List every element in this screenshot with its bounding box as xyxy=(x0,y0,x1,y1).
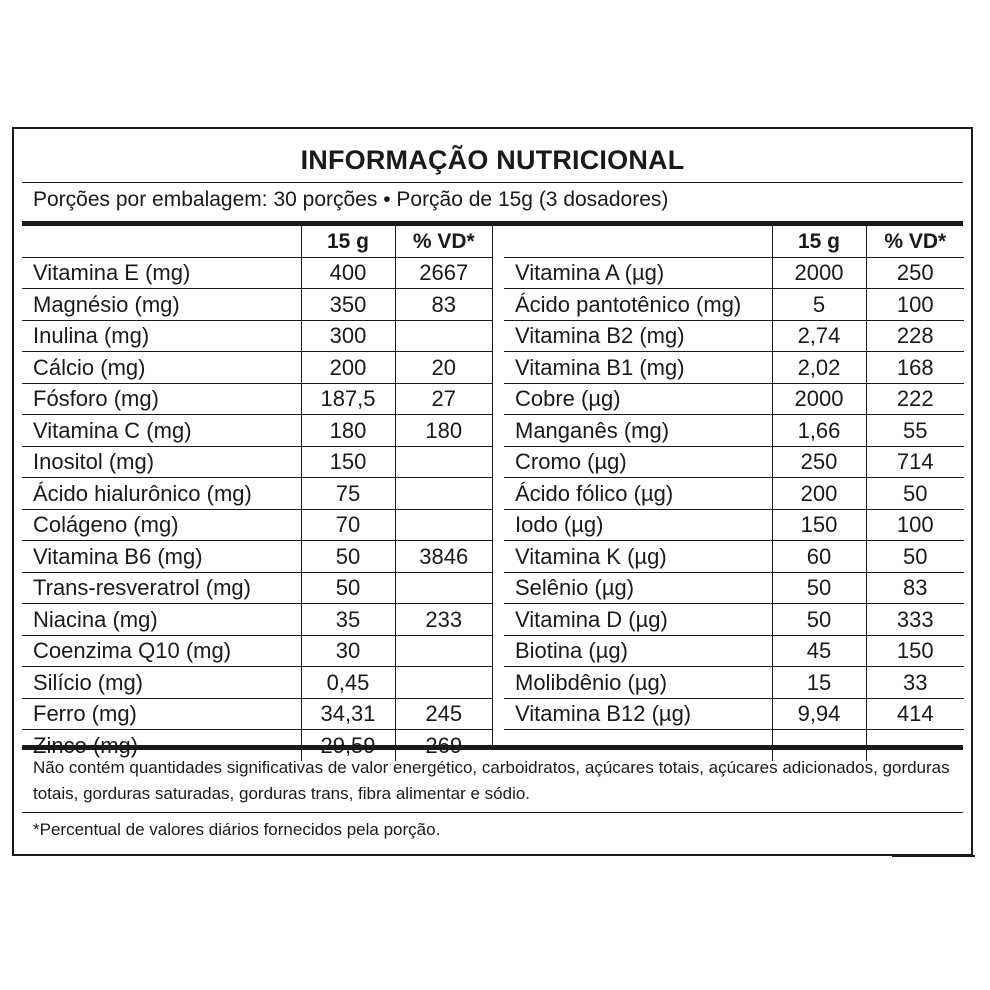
footnote-vd: *Percentual de valores diários fornecidos pela porção. xyxy=(33,820,441,839)
nutrient-vd: 333 xyxy=(866,604,964,636)
table-row xyxy=(22,667,492,699)
table-row xyxy=(22,320,492,352)
nutrient-name: Inulina (mg) xyxy=(22,320,301,352)
nutrient-name: Selênio (µg) xyxy=(504,572,772,604)
table-row xyxy=(22,541,492,573)
nutrient-amount: 5 xyxy=(772,289,866,321)
nutrient-name: Fósforo (mg) xyxy=(22,383,301,415)
nutrient-amount: 15 xyxy=(772,667,866,699)
table-row xyxy=(504,383,964,415)
table-row xyxy=(504,635,964,667)
nutrient-amount: 70 xyxy=(301,509,395,541)
table-row xyxy=(504,667,964,699)
table-row xyxy=(22,383,492,415)
table-row xyxy=(504,541,964,573)
table-row xyxy=(22,635,492,667)
nutrient-amount: 9,94 xyxy=(772,698,866,730)
table-row xyxy=(22,698,492,730)
nutrient-amount: 45 xyxy=(772,635,866,667)
table-row xyxy=(504,320,964,352)
nutrient-name: Vitamina B2 (mg) xyxy=(504,320,772,352)
nutrient-name: Cromo (µg) xyxy=(504,446,772,478)
nutrient-amount: 2000 xyxy=(772,257,866,289)
column-separator xyxy=(492,226,504,745)
nutrient-amount: 50 xyxy=(772,604,866,636)
nutrient-amount: 34,31 xyxy=(301,698,395,730)
nutrient-amount: 0,45 xyxy=(301,667,395,699)
header-vd: % VD* xyxy=(395,226,492,257)
nutrient-name: Molibdênio (µg) xyxy=(504,667,772,699)
table-row xyxy=(22,572,492,604)
nutrient-vd: 20 xyxy=(395,352,492,384)
nutrient-vd: 168 xyxy=(866,352,964,384)
header-vd: % VD* xyxy=(866,226,964,257)
nutrient-amount: 2,74 xyxy=(772,320,866,352)
nutrient-amount: 30 xyxy=(301,635,395,667)
nutrient-amount: 75 xyxy=(301,478,395,510)
nutrient-vd xyxy=(395,446,492,478)
nutrient-vd: 55 xyxy=(866,415,964,447)
nutrient-name: Magnésio (mg) xyxy=(22,289,301,321)
nutrient-name: Ferro (mg) xyxy=(22,698,301,730)
header-nutrient xyxy=(22,226,301,257)
nutrient-amount: 187,5 xyxy=(301,383,395,415)
table-row xyxy=(504,572,964,604)
table-header-row xyxy=(22,226,492,257)
nutrient-tables xyxy=(22,226,963,745)
nutrient-vd xyxy=(395,478,492,510)
nutrient-vd: 180 xyxy=(395,415,492,447)
nutrient-vd: 245 xyxy=(395,698,492,730)
nutrient-vd xyxy=(395,320,492,352)
nutrient-amount: 50 xyxy=(772,572,866,604)
nutrient-name: Ácido hialurônico (mg) xyxy=(22,478,301,510)
nutrient-name: Vitamina B6 (mg) xyxy=(22,541,301,573)
table-row xyxy=(22,257,492,289)
table-row xyxy=(22,478,492,510)
nutrient-vd: 2667 xyxy=(395,257,492,289)
thick-divider-bottom xyxy=(22,745,963,750)
table-row xyxy=(504,446,964,478)
nutrient-name: Trans-resveratrol (mg) xyxy=(22,572,301,604)
nutrient-amount: 2000 xyxy=(772,383,866,415)
table-row xyxy=(504,478,964,510)
nutrient-vd: 83 xyxy=(395,289,492,321)
nutrient-vd: 100 xyxy=(866,289,964,321)
nutrient-amount: 400 xyxy=(301,257,395,289)
nutrient-vd: 27 xyxy=(395,383,492,415)
nutrient-name: Vitamina E (mg) xyxy=(22,257,301,289)
nutrient-vd xyxy=(395,667,492,699)
nutrient-name: Vitamina B1 (mg) xyxy=(504,352,772,384)
table-header-row xyxy=(504,226,964,257)
nutrient-amount: 200 xyxy=(772,478,866,510)
nutrient-name: Vitamina C (mg) xyxy=(22,415,301,447)
nutrient-vd: 150 xyxy=(866,635,964,667)
table-row xyxy=(22,289,492,321)
nutrient-vd: 33 xyxy=(866,667,964,699)
nutrient-vd: 222 xyxy=(866,383,964,415)
table-row xyxy=(22,415,492,447)
table-row xyxy=(504,698,964,730)
nutrient-amount: 350 xyxy=(301,289,395,321)
nutrient-amount: 1,66 xyxy=(772,415,866,447)
table-row xyxy=(504,257,964,289)
nutrient-vd: 250 xyxy=(866,257,964,289)
table-row xyxy=(504,509,964,541)
nutrient-name: Iodo (µg) xyxy=(504,509,772,541)
nutrient-vd: 3846 xyxy=(395,541,492,573)
footnote-not-significant: Não contém quantidades significativas de valor energético, carboidratos, açúcares totais, açúcares adicionados, gorduras totais, gorduras saturadas, gorduras trans, fibra alimentar e sódio. xyxy=(33,758,950,803)
nutrient-vd: 414 xyxy=(866,698,964,730)
table-row xyxy=(504,415,964,447)
nutrient-amount: 2,02 xyxy=(772,352,866,384)
header-amount: 15 g xyxy=(772,226,866,257)
nutrient-name: Vitamina K (µg) xyxy=(504,541,772,573)
servings-info: Porções por embalagem: 30 porções • Porção de 15g (3 dosadores) xyxy=(33,188,669,211)
nutrient-vd xyxy=(395,509,492,541)
nutrient-vd xyxy=(395,572,492,604)
table-row xyxy=(504,352,964,384)
header-nutrient xyxy=(504,226,772,257)
header-amount: 15 g xyxy=(301,226,395,257)
nutrient-table-right xyxy=(504,226,964,761)
table-row xyxy=(22,446,492,478)
nutrient-name: Vitamina B12 (µg) xyxy=(504,698,772,730)
nutrient-name: Vitamina D (µg) xyxy=(504,604,772,636)
title-divider xyxy=(22,182,963,183)
nutrient-vd: 50 xyxy=(866,478,964,510)
nutrient-name: Ácido pantotênico (mg) xyxy=(504,289,772,321)
nutrient-amount: 300 xyxy=(301,320,395,352)
nutrient-name: Manganês (mg) xyxy=(504,415,772,447)
nutrient-name: Ácido fólico (µg) xyxy=(504,478,772,510)
nutrient-vd: 50 xyxy=(866,541,964,573)
nutrient-amount: 50 xyxy=(301,572,395,604)
nutrient-name: Niacina (mg) xyxy=(22,604,301,636)
edge-line xyxy=(892,855,975,857)
nutrient-vd xyxy=(395,635,492,667)
table-row xyxy=(22,509,492,541)
table-row xyxy=(504,604,964,636)
nutrition-facts-panel xyxy=(12,127,973,856)
table-row xyxy=(22,352,492,384)
label-title: INFORMAÇÃO NUTRICIONAL xyxy=(300,145,685,175)
nutrient-amount: 50 xyxy=(301,541,395,573)
nutrient-amount: 35 xyxy=(301,604,395,636)
nutrient-name: Silício (mg) xyxy=(22,667,301,699)
nutrient-amount: 250 xyxy=(772,446,866,478)
nutrient-vd: 228 xyxy=(866,320,964,352)
nutrient-amount: 150 xyxy=(772,509,866,541)
nutrient-name: Inositol (mg) xyxy=(22,446,301,478)
nutrient-amount: 180 xyxy=(301,415,395,447)
nutrient-name: Vitamina A (µg) xyxy=(504,257,772,289)
nutrient-vd: 233 xyxy=(395,604,492,636)
nutrient-name: Biotina (µg) xyxy=(504,635,772,667)
nutrient-name: Coenzima Q10 (mg) xyxy=(22,635,301,667)
nutrient-amount: 60 xyxy=(772,541,866,573)
nutrient-amount: 200 xyxy=(301,352,395,384)
nutrient-name: Colágeno (mg) xyxy=(22,509,301,541)
table-row xyxy=(504,289,964,321)
nutrient-vd: 714 xyxy=(866,446,964,478)
table-row xyxy=(22,604,492,636)
nutrient-vd: 100 xyxy=(866,509,964,541)
footnote-divider xyxy=(22,812,963,813)
nutrient-table-left xyxy=(22,226,492,761)
nutrient-amount: 150 xyxy=(301,446,395,478)
nutrient-name: Cobre (µg) xyxy=(504,383,772,415)
nutrient-vd: 83 xyxy=(866,572,964,604)
nutrient-name: Cálcio (mg) xyxy=(22,352,301,384)
